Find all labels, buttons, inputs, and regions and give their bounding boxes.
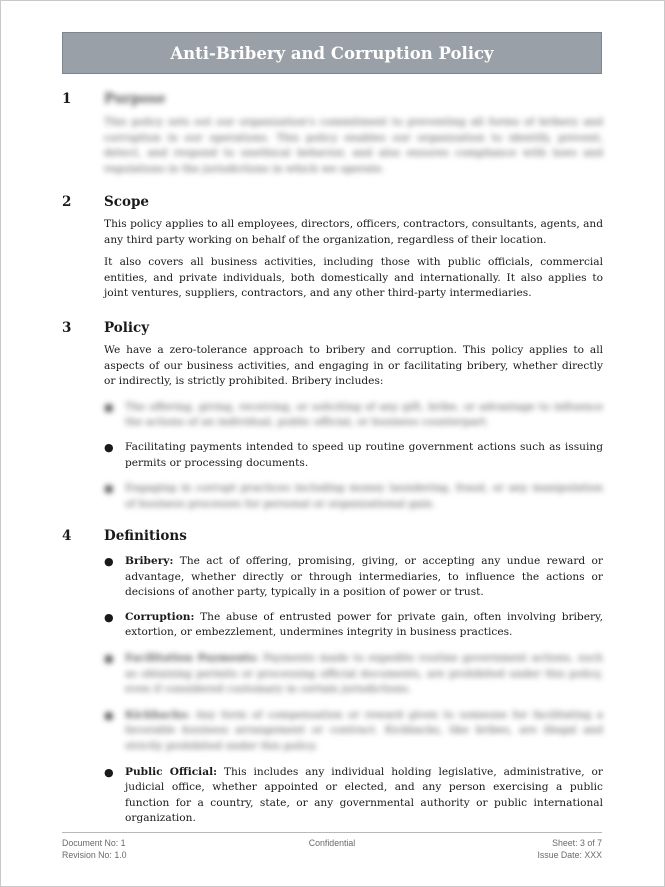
- section-heading: Scope: [104, 194, 150, 210]
- definition-text: Any form of compensation or reward given to someone for facilitating a favorable business arrangement or contract. Kickbacks, like bribes, are illegal and strictly prohibited under this policy.: [125, 708, 604, 752]
- bullet-icon: ●: [104, 555, 114, 568]
- section-number: 1: [62, 91, 72, 107]
- definition-term: Kickbacks:: [125, 708, 190, 721]
- definition-text: This includes any individual holding legislative, administrative, or judicial office, whether appointed or elected, and any person exercising a public function for a country, state, or any governmental authority or public international organization.: [125, 765, 603, 825]
- definition-term: Bribery:: [125, 555, 174, 567]
- bullet-icon: ●: [104, 708, 114, 722]
- section-number: 3: [62, 320, 72, 336]
- bullet-icon: ●: [104, 651, 114, 665]
- section-heading: Policy: [104, 320, 150, 336]
- document-title: Anti-Bribery and Corruption Policy: [62, 32, 602, 74]
- definition-item: [104, 765, 603, 827]
- issue-date: Issue Date: XXX: [537, 850, 602, 860]
- section-heading: Definitions: [104, 528, 187, 544]
- section-paragraph: It also covers all business activities, including those with public officials, commercial entities, and private individuals, both domestically and internationally. It also applies to joint ventures, suppliers, contractors, and any other third-party intermediaries.: [104, 256, 603, 300]
- definition-text: The act of offering, promising, giving, or accepting any undue reward or advantage, whether directly or through intermediaries, to influence the actions or decisions of another party, typically in a position of power or trust.: [125, 555, 603, 599]
- definition-term: Public Official:: [125, 765, 218, 778]
- bullet-icon: ●: [104, 765, 114, 779]
- section-paragraph: We have a zero-tolerance approach to bribery and corruption. This policy applies to all aspects of our business activities, and engaging in or facilitating bribery, whether directly or indirectly, is strictly prohibited. Bribery includes:: [104, 344, 603, 388]
- definition-text: Payments made to expedite routine government actions, such as obtaining permits or processing official documents, are prohibited under this policy, even if considered customary in certain jurisdictions.: [125, 651, 603, 696]
- bullet-icon: ●: [104, 400, 114, 414]
- footer-divider: [62, 832, 602, 833]
- section-number: 4: [62, 528, 72, 544]
- confidential-label: Confidential: [308, 838, 356, 848]
- definition-term: Corruption:: [125, 610, 195, 623]
- definition-text: The abuse of entrusted power for private gain, often involving bribery, extortion, or embezzlement, undermines integrity in business practices.: [125, 610, 603, 639]
- section-scope: [62, 194, 603, 302]
- definition-term: Facilitation Payments:: [125, 651, 259, 664]
- section-number: 2: [62, 194, 72, 210]
- list-item: [104, 400, 603, 431]
- sheet-number: Sheet: 3 of 7: [552, 838, 602, 848]
- list-item: [104, 481, 603, 512]
- bullet-icon: ●: [104, 610, 114, 624]
- definition-item: [104, 554, 603, 601]
- section-paragraph: This policy applies to all employees, directors, officers, contractors, consultants, agents, and any third party working on behalf of the organization, regardless of their location.: [104, 218, 603, 246]
- section-paragraph: This policy sets out our organization's commitment to preventing all forms of bribery and corruption in our operations. This policy enables our organization to identify, prevent, detect, and respond to unethical behavior, and also ensures compliance with laws and regulations in the jurisdictions in which we operate.: [104, 116, 603, 175]
- definition-item: [104, 708, 603, 755]
- list-item-text: The offering, giving, receiving, or soliciting of any gift, bribe, or advantage to influence the actions of an individual, public official, or business counterpart.: [125, 400, 603, 429]
- definition-item: [104, 610, 603, 641]
- list-item-text: Facilitating payments intended to speed up routine government actions such as issuing permits or processing documents.: [125, 440, 603, 469]
- definition-item: [104, 651, 603, 698]
- bullet-icon: ●: [104, 482, 114, 496]
- section-purpose: [62, 91, 603, 177]
- bullet-icon: ●: [104, 440, 114, 454]
- section-heading: Purpose: [104, 91, 166, 107]
- page-footer: [62, 837, 602, 861]
- list-item: [104, 440, 603, 471]
- section-policy: [62, 320, 603, 512]
- revision-number: Revision No: 1.0: [62, 850, 127, 860]
- list-item-text: Engaging in corrupt practices including money laundering, fraud, or any manipulation of business processes for personal or organizational gain.: [125, 482, 603, 510]
- document-number: Document No: 1: [62, 838, 126, 848]
- section-definitions: [62, 528, 603, 827]
